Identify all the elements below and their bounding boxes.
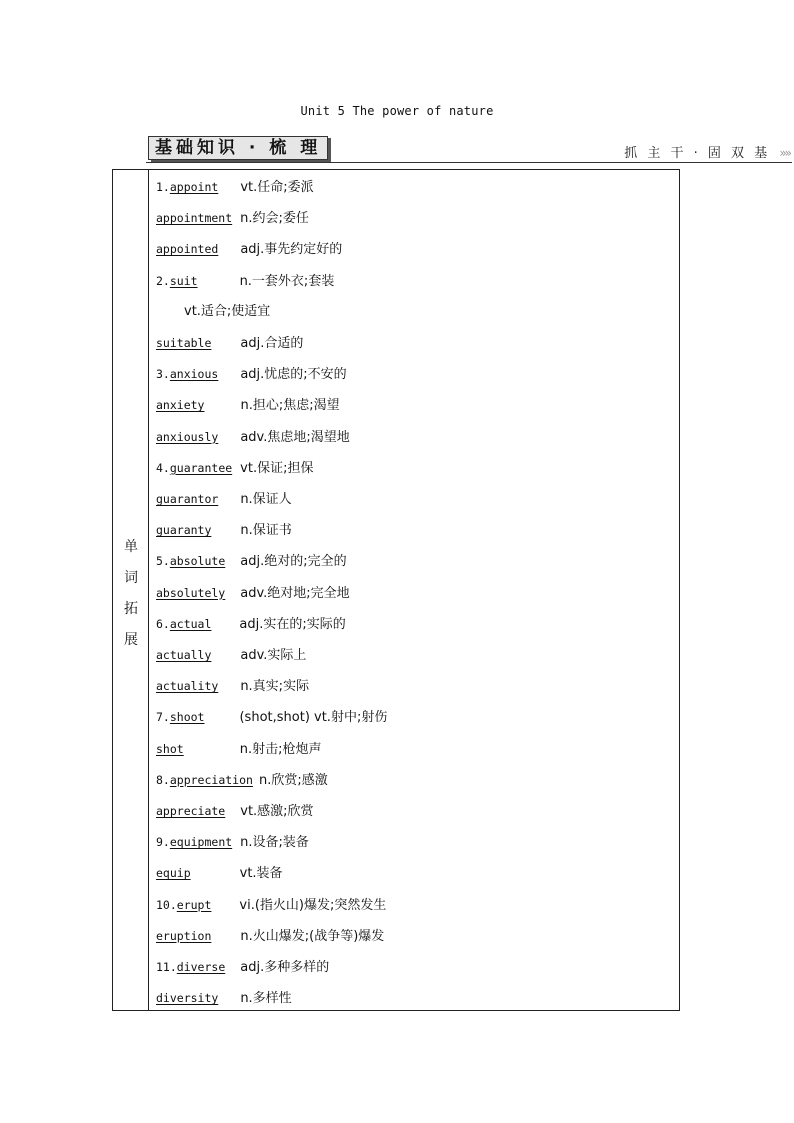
- entry-word: anxious: [169, 367, 219, 382]
- category-char: 拓: [124, 601, 138, 617]
- entry-definition: adj.忧虑的;不安的: [240, 367, 347, 383]
- entry-word: appointment: [156, 211, 233, 226]
- entry-number: 7.: [156, 710, 170, 725]
- entry-number: 9.: [156, 835, 170, 850]
- chevron-right-icon: »»: [779, 146, 790, 160]
- entry-word: guarantee: [169, 460, 233, 475]
- list-item: [156, 519, 292, 541]
- entry-definition: vt.感激;欣赏: [240, 804, 314, 819]
- section-banner: [146, 136, 792, 163]
- entry-word: appointed: [156, 242, 219, 257]
- entry-word: anxiously: [156, 429, 219, 444]
- list-item: [156, 550, 347, 572]
- list-item: [156, 675, 309, 697]
- entry-definition: vt.任命;委派: [240, 180, 314, 195]
- list-item: [156, 800, 314, 822]
- entry-word: erupt: [176, 897, 212, 912]
- banner-subtitle-text: 抓 主 干 · 固 双 基: [624, 146, 771, 161]
- entry-number: 11.: [156, 960, 177, 974]
- entry-word: actual: [169, 616, 212, 631]
- list-item: [156, 270, 334, 292]
- unit-title: Unit 5 The power of nature: [300, 104, 494, 118]
- list-item: [156, 207, 309, 229]
- entry-word: shoot: [169, 710, 205, 725]
- entry-definition: (shot,shot) vt.射中;射伤: [239, 710, 388, 726]
- category-label: [113, 532, 149, 656]
- entry-definition: n.保证人: [240, 492, 292, 507]
- entry-number: 3.: [156, 367, 170, 382]
- list-item: [156, 582, 350, 604]
- list-item: [156, 363, 347, 385]
- entry-word: absolute: [169, 554, 226, 569]
- entry-word: eruption: [156, 928, 212, 943]
- category-char: 展: [124, 632, 138, 648]
- list-item: [156, 925, 384, 947]
- entry-word: guarantor: [156, 492, 219, 506]
- entry-word: appoint: [169, 180, 219, 194]
- entry-word: diverse: [176, 960, 226, 974]
- entry-word: suitable: [156, 336, 212, 350]
- entry-word: absolutely: [156, 585, 226, 600]
- list-item: [156, 831, 309, 853]
- entry-definition: adj.事先约定好的: [240, 242, 343, 258]
- banner-title: 基础知识 · 梳 理: [148, 136, 328, 160]
- entry-definition: vt.装备: [239, 866, 283, 882]
- entry-definition: n.担心;焦虑;渴望: [240, 398, 340, 414]
- list-item: [156, 862, 283, 884]
- list-item: [156, 613, 346, 635]
- entry-number: 6.: [156, 616, 170, 631]
- list-item: [156, 894, 386, 916]
- banner-subtitle: [624, 142, 790, 161]
- list-item: [156, 738, 321, 760]
- entry-word: actually: [156, 648, 212, 662]
- list-item: [156, 457, 313, 479]
- vocabulary-table: [112, 169, 680, 1011]
- entry-definition: vi.(指火山)爆发;突然发生: [239, 897, 387, 913]
- list-item: [156, 301, 270, 323]
- entry-definition: n.设备;装备: [240, 835, 309, 851]
- entry-definition: adj.合适的: [240, 336, 304, 351]
- entry-word: actuality: [156, 679, 219, 694]
- entry-definition: n.多样性: [240, 991, 292, 1007]
- entry-word: suit: [169, 273, 198, 288]
- list-item: [156, 644, 306, 666]
- list-item: [156, 238, 342, 260]
- list-item: [156, 488, 292, 510]
- list-item: [156, 987, 292, 1009]
- entry-definition: n.真实;实际: [240, 679, 310, 695]
- entry-word: equipment: [169, 835, 233, 850]
- list-item: [156, 394, 340, 416]
- list-item: [156, 706, 387, 728]
- entry-word: appreciate: [156, 804, 226, 818]
- entry-definition: adj.绝对的;完全的: [240, 554, 347, 570]
- entry-number: 4.: [156, 460, 170, 475]
- entry-number: 1.: [156, 180, 170, 194]
- category-char: 词: [124, 570, 138, 586]
- entry-word: equip: [156, 866, 191, 881]
- entry-definition: n.射击;枪炮声: [239, 741, 322, 757]
- category-char: 单: [124, 539, 138, 555]
- list-item: [156, 332, 303, 354]
- entry-definition: n.保证书: [240, 523, 292, 539]
- entry-definition: adv.实际上: [240, 648, 307, 663]
- entry-number: 8.: [156, 772, 170, 787]
- entry-word: anxiety: [156, 398, 205, 413]
- entry-definition: adj.实在的;实际的: [239, 616, 346, 632]
- entry-word: appreciation: [169, 772, 253, 787]
- entry-definition: adv.绝对地;完全地: [240, 585, 350, 601]
- entry-number: 2.: [156, 273, 170, 288]
- entry-definition: vt.适合;使适宜: [184, 303, 271, 319]
- entry-word: diversity: [156, 991, 219, 1006]
- entry-definition: n.欣赏;感激: [258, 772, 328, 788]
- entry-definition: n.一套外衣;套装: [239, 273, 335, 289]
- entry-word: guaranty: [156, 523, 212, 538]
- list-item: [156, 956, 329, 978]
- entry-definition: n.火山爆发;(战争等)爆发: [240, 928, 385, 944]
- entry-definition: adj.多种多样的: [240, 960, 330, 975]
- list-item: [156, 176, 314, 198]
- list-item: [156, 769, 328, 791]
- entry-number: 10.: [156, 897, 177, 912]
- entry-number: 5.: [156, 554, 170, 569]
- entry-word: shot: [156, 741, 184, 756]
- list-item: [156, 426, 350, 448]
- entry-definition: n.约会;委任: [240, 211, 309, 227]
- entry-definition: vt.保证;担保: [240, 460, 314, 476]
- category-column: [113, 170, 149, 1010]
- entry-definition: adv.焦虑地;渴望地: [240, 429, 350, 445]
